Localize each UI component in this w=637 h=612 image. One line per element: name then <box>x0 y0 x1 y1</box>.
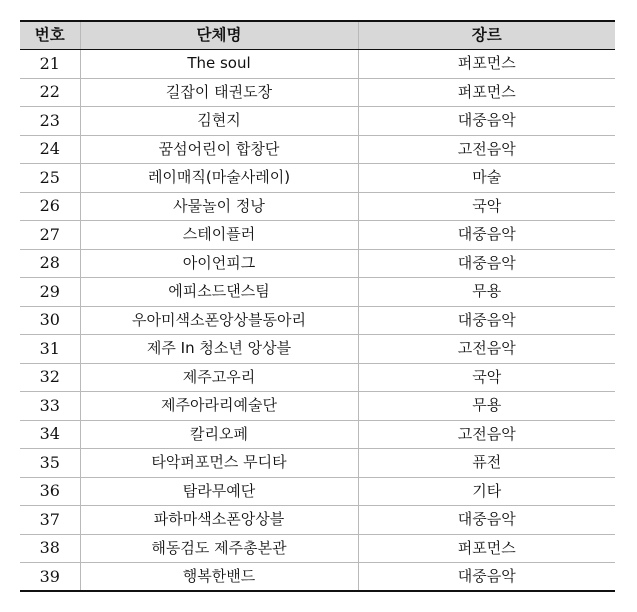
row-number: 34 <box>20 420 80 449</box>
row-number: 32 <box>20 363 80 392</box>
row-group-name: 제주아라리예술단 <box>80 392 358 421</box>
row-number: 25 <box>20 164 80 193</box>
row-group-name: 탐라무예단 <box>80 477 358 506</box>
row-genre: 고전음악 <box>358 420 615 449</box>
table-row <box>20 249 615 278</box>
row-genre: 대중음악 <box>358 249 615 278</box>
group-roster-table <box>20 20 615 592</box>
row-genre: 퍼포먼스 <box>358 78 615 107</box>
row-group-name: 제주 In 청소년 앙상블 <box>80 335 358 364</box>
header-row <box>20 21 615 50</box>
row-number: 37 <box>20 506 80 535</box>
row-number: 23 <box>20 107 80 136</box>
row-number: 29 <box>20 278 80 307</box>
row-number: 26 <box>20 192 80 221</box>
row-genre: 고전음악 <box>358 135 615 164</box>
row-genre: 국악 <box>358 363 615 392</box>
row-genre: 퓨전 <box>358 449 615 478</box>
row-group-name: 아이언피그 <box>80 249 358 278</box>
table-row <box>20 221 615 250</box>
header-group-name: 단체명 <box>80 21 358 50</box>
row-group-name: 사물놀이 정낭 <box>80 192 358 221</box>
row-genre: 대중음악 <box>358 506 615 535</box>
row-group-name: 꿈섬어린이 합창단 <box>80 135 358 164</box>
row-group-name: 타악퍼포먼스 무디타 <box>80 449 358 478</box>
row-group-name: 해동검도 제주총본관 <box>80 534 358 563</box>
row-number: 35 <box>20 449 80 478</box>
row-number: 39 <box>20 563 80 592</box>
row-number: 27 <box>20 221 80 250</box>
row-genre: 대중음악 <box>358 107 615 136</box>
row-group-name: 길잡이 태권도장 <box>80 78 358 107</box>
table-row <box>20 50 615 79</box>
table-row <box>20 363 615 392</box>
table-row <box>20 563 615 592</box>
row-genre: 마술 <box>358 164 615 193</box>
table-header <box>20 21 615 50</box>
table-row <box>20 335 615 364</box>
table-row <box>20 278 615 307</box>
table-row <box>20 449 615 478</box>
table-row <box>20 420 615 449</box>
table-body <box>20 50 615 592</box>
row-number: 24 <box>20 135 80 164</box>
header-number: 번호 <box>20 21 80 50</box>
row-number: 22 <box>20 78 80 107</box>
table-row <box>20 506 615 535</box>
row-group-name: 레이매직(마술사레이) <box>80 164 358 193</box>
row-group-name: 파하마색소폰앙상블 <box>80 506 358 535</box>
row-genre: 대중음악 <box>358 563 615 592</box>
row-number: 36 <box>20 477 80 506</box>
row-group-name: 에피소드댄스팀 <box>80 278 358 307</box>
row-genre: 퍼포먼스 <box>358 50 615 79</box>
row-genre: 무용 <box>358 392 615 421</box>
row-number: 30 <box>20 306 80 335</box>
header-genre: 장르 <box>358 21 615 50</box>
row-group-name: The soul <box>80 50 358 79</box>
row-group-name: 김현지 <box>80 107 358 136</box>
row-genre: 고전음악 <box>358 335 615 364</box>
row-group-name: 스테이플러 <box>80 221 358 250</box>
table-row <box>20 306 615 335</box>
row-genre: 대중음악 <box>358 306 615 335</box>
row-group-name: 칼리오페 <box>80 420 358 449</box>
row-genre: 퍼포먼스 <box>358 534 615 563</box>
row-number: 31 <box>20 335 80 364</box>
table-row <box>20 392 615 421</box>
row-genre: 국악 <box>358 192 615 221</box>
row-genre: 대중음악 <box>358 221 615 250</box>
table-row <box>20 192 615 221</box>
row-group-name: 행복한밴드 <box>80 563 358 592</box>
table-row <box>20 164 615 193</box>
row-genre: 기타 <box>358 477 615 506</box>
table-row <box>20 78 615 107</box>
row-number: 21 <box>20 50 80 79</box>
row-number: 33 <box>20 392 80 421</box>
table-row <box>20 107 615 136</box>
table-row <box>20 135 615 164</box>
row-group-name: 우아미색소폰앙상블동아리 <box>80 306 358 335</box>
row-group-name: 제주고우리 <box>80 363 358 392</box>
row-number: 28 <box>20 249 80 278</box>
table-row <box>20 477 615 506</box>
table-row <box>20 534 615 563</box>
row-number: 38 <box>20 534 80 563</box>
row-genre: 무용 <box>358 278 615 307</box>
